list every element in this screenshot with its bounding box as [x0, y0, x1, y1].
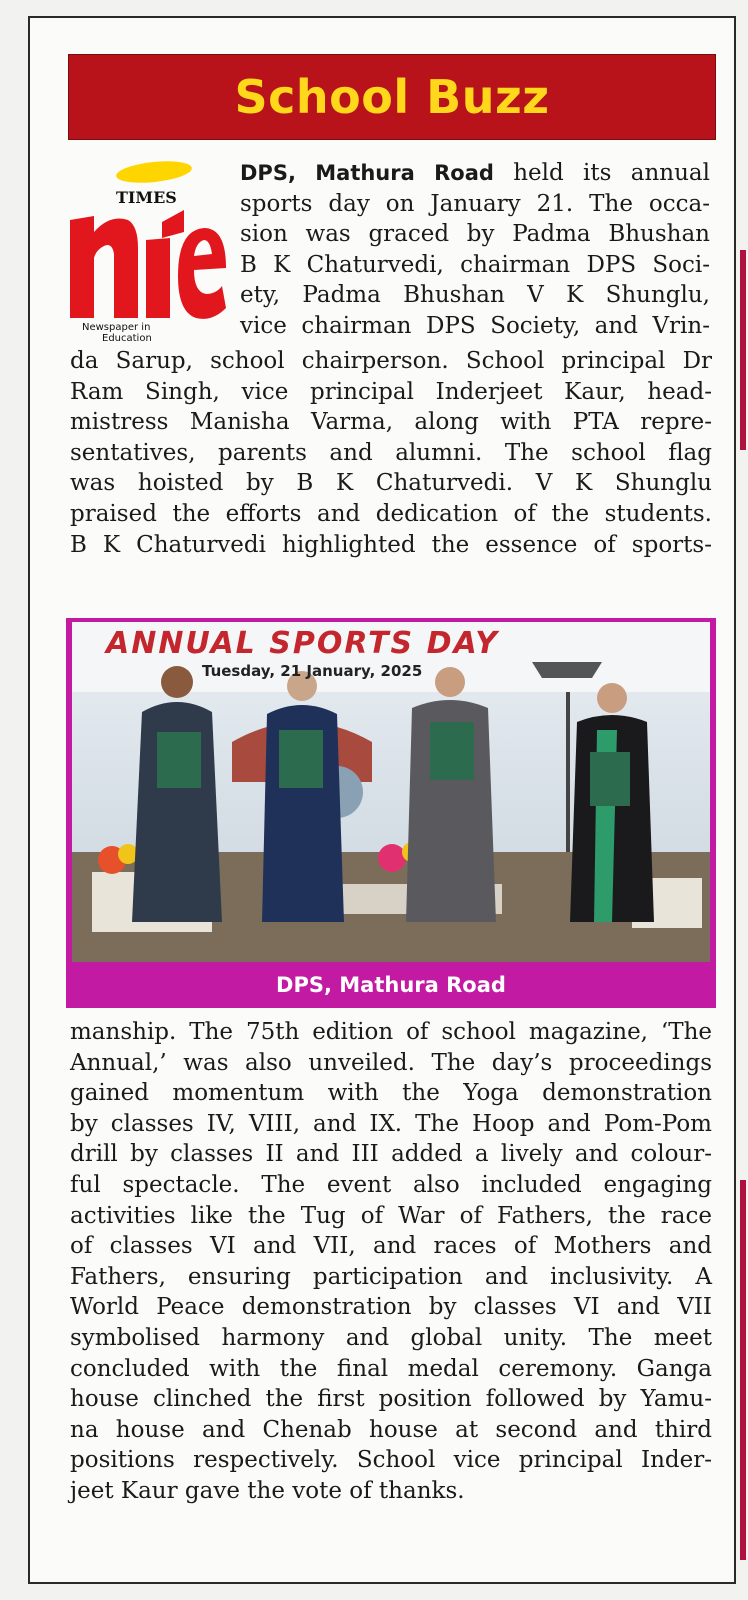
article-line: da Sarup, school chairperson. School principal Dr — [70, 348, 712, 374]
article-line: activities like the Tug of War of Fathers, the race — [70, 1202, 712, 1229]
event-photo — [66, 618, 716, 1008]
article-line: drill by classes II and III added a lively and colour- — [70, 1141, 712, 1168]
article-line: symbolised harmony and global unity. The meet — [70, 1324, 712, 1351]
article-body-bottom — [70, 1017, 712, 1507]
article-line: mistress Manisha Varma, along with PTA repre- — [70, 409, 712, 436]
article-line: sports day on January 21. The occa- — [240, 190, 710, 217]
article-line: by classes IV, VIII, and IX. The Hoop and Pom-Pom — [70, 1110, 712, 1137]
times-nie-logo — [66, 158, 226, 358]
section-banner — [68, 54, 716, 140]
article-line: jeet Kaur gave the vote of thanks. — [70, 1477, 465, 1504]
article-line: gained momentum with the Yoga demonstration — [70, 1080, 712, 1107]
article-line: World Peace demonstration by classes VI and VII — [70, 1294, 712, 1321]
article-line: concluded with the final medal ceremony. Ganga — [70, 1355, 712, 1382]
article-line: house clinched the first position followed by Yamu- — [70, 1386, 712, 1413]
article-line: was hoisted by B K Chaturvedi. V K Shunglu — [70, 470, 712, 497]
article-body-top — [70, 346, 712, 560]
article-line: na house and Chenab house at second and third — [70, 1416, 712, 1443]
article-line: Fathers, ensuring participation and inclusivity. A — [70, 1263, 712, 1290]
photo-image — [72, 622, 710, 962]
article-line: sion was graced by Padma Bhushan — [240, 221, 710, 248]
logo-tagline: Newspaper in Education — [82, 322, 152, 344]
article-line: B K Chaturvedi highlighted the essence of sports- — [70, 531, 712, 558]
article-line: ety, Padma Bhushan V K Shunglu, — [240, 282, 710, 309]
photo-backdrop-title: ANNUAL SPORTS DAY — [106, 626, 499, 661]
article-line: Annual,’ was also unveiled. The day’s proceedings — [70, 1049, 712, 1076]
article-intro — [240, 158, 710, 342]
article-line: B K Chaturvedi, chairman DPS Soci- — [240, 251, 710, 278]
article-line: positions respectively. School vice principal Inder- — [70, 1447, 712, 1474]
article-line: sentatives, parents and alumni. The school flag — [70, 439, 712, 466]
article-line: ful spectacle. The event also included engaging — [70, 1171, 712, 1198]
article-line: vice chairman DPS Society, and Vrin- — [240, 312, 710, 339]
article-line: of classes VI and VII, and races of Mothers and — [70, 1233, 712, 1260]
photo-backdrop-date: Tuesday, 21 January, 2025 — [202, 662, 423, 680]
article-line: DPS, Mathura Road held its annual — [240, 160, 710, 186]
photo-caption: DPS, Mathura Road — [276, 973, 506, 997]
section-title: School Buzz — [234, 70, 550, 124]
article-line: manship. The 75th edition of school magazine, ‘The — [70, 1019, 712, 1045]
article-line: Ram Singh, vice principal Inderjeet Kaur, head- — [70, 378, 712, 405]
article-line: praised the efforts and dedication of the students. — [70, 500, 712, 527]
logo-wordmark: TIMES — [116, 188, 177, 207]
article-lead: DPS, Mathura Road — [240, 161, 494, 185]
adjacent-page-edge — [738, 0, 748, 1600]
